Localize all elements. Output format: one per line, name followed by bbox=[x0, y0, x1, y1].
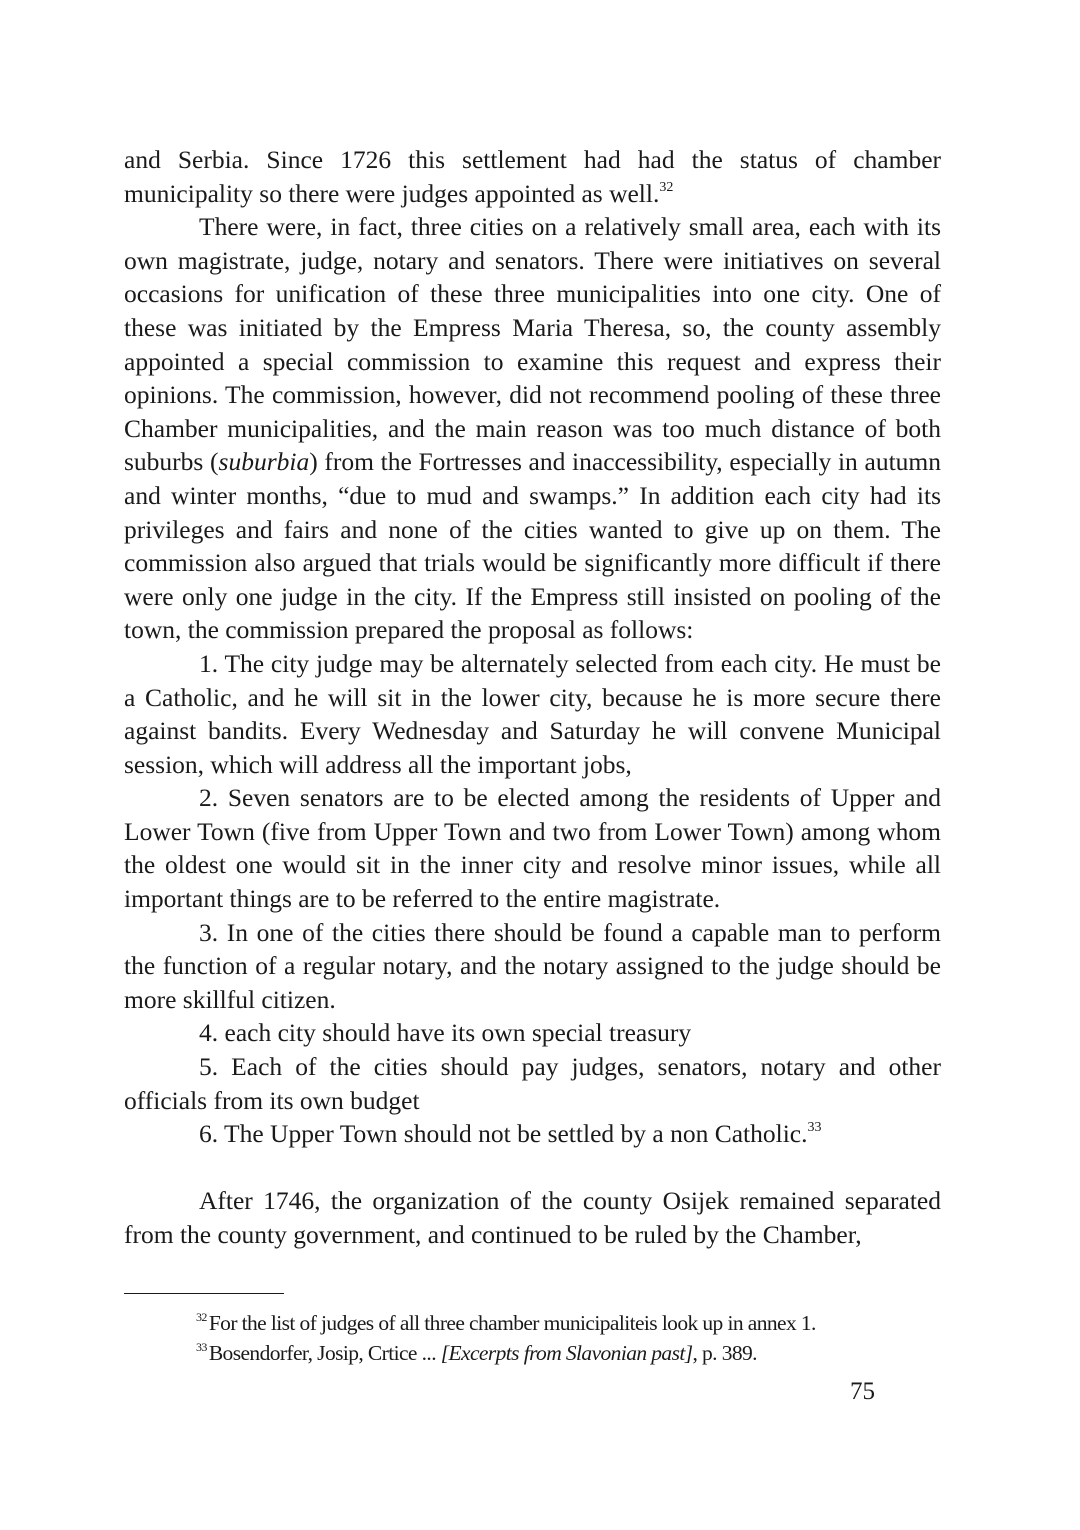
footnote-divider bbox=[124, 1293, 284, 1294]
list-item-6 bbox=[124, 1117, 941, 1151]
page-body bbox=[124, 143, 941, 1252]
list-item-2: 2. Seven senators are to be elected among the residents of Upper and Lower Town (five from Upper Town and two from Lower Town) among whom the oldest one would sit in the inner city and resolve minor issues, while all important things are to be referred to the entire magistrate. bbox=[124, 783, 941, 914]
footnote-marker: 33 bbox=[196, 1340, 207, 1354]
paragraph-text: and Serbia. Since 1726 this settlement had had the status of chamber municipality so there were judges appointed as well. bbox=[124, 145, 941, 208]
paragraph-after-1746: After 1746, the organization of the county Osijek remained separated from the county government, and continued to be ruled by the Chamber, bbox=[124, 1186, 941, 1249]
list-item-5: 5. Each of the cities should pay judges, senators, notary and other officials from its own budget bbox=[124, 1052, 941, 1115]
footnote-marker: 32 bbox=[196, 1310, 207, 1324]
italic-term: suburbia bbox=[218, 447, 310, 477]
paragraph-continuation bbox=[124, 143, 941, 210]
footnote-33 bbox=[196, 1338, 956, 1368]
footnotes bbox=[196, 1308, 956, 1368]
list-item-4: 4. each city should have its own special treasury bbox=[199, 1018, 692, 1048]
footnote-italic-title: [Excerpts from Slavonian past] bbox=[440, 1341, 693, 1365]
footnote-32 bbox=[196, 1308, 956, 1338]
page-number: 75 bbox=[850, 1378, 875, 1405]
footnote-ref-33[interactable]: 33 bbox=[807, 1120, 822, 1136]
list-item-3: 3. In one of the cities there should be found a capable man to perform the function of a regular notary, and the notary assigned to the judge should be more skillful citizen. bbox=[124, 917, 941, 1014]
paragraph-gap bbox=[124, 1151, 941, 1185]
list-item-text: 6. The Upper Town should not be settled by a non Catholic. bbox=[199, 1119, 808, 1149]
footnote-text: , p. 389. bbox=[692, 1341, 757, 1365]
paragraph-three-cities bbox=[124, 210, 941, 647]
footnote-text: Bosendorfer, Josip, Crtice ... bbox=[208, 1341, 441, 1365]
paragraph-text: ) from the Fortresses and inaccessibility, especially in autumn and winter months, “due to mud and swamps.” In addition each city had its privileges and fairs and none of the cities wanted to give up on them. The commission also argued that trials would be significantly more difficult if there were only one judge in the city. If the Empress still insisted on pooling of the town, the commission prepared the proposal as follows: bbox=[124, 447, 941, 645]
list-item-1: 1. The city judge may be alternately selected from each city. He must be a Catholic, and he will sit in the lower city, because he is more secure there against bandits. Every Wednesday and Saturday he will convene Municipal session, which will address all the important jobs, bbox=[124, 648, 941, 779]
paragraph-text: There were, in fact, three cities on a relatively small area, each with its own magistrate, judge, notary and senators. There were initiatives on several occasions for unification of these three municipalities into one city. One of these was initiated by the Empress Maria Theresa, so, the county assembly appointed a special commission to examine this request and express their opinions. The commission, however, did not recommend pooling of these three Chamber municipalities, and the main reason was too much distance of both suburbs ( bbox=[124, 212, 941, 477]
footnote-text: For the list of judges of all three chamber municipaliteis look up in annex 1. bbox=[208, 1311, 816, 1335]
footnote-ref-32[interactable]: 32 bbox=[659, 179, 674, 195]
